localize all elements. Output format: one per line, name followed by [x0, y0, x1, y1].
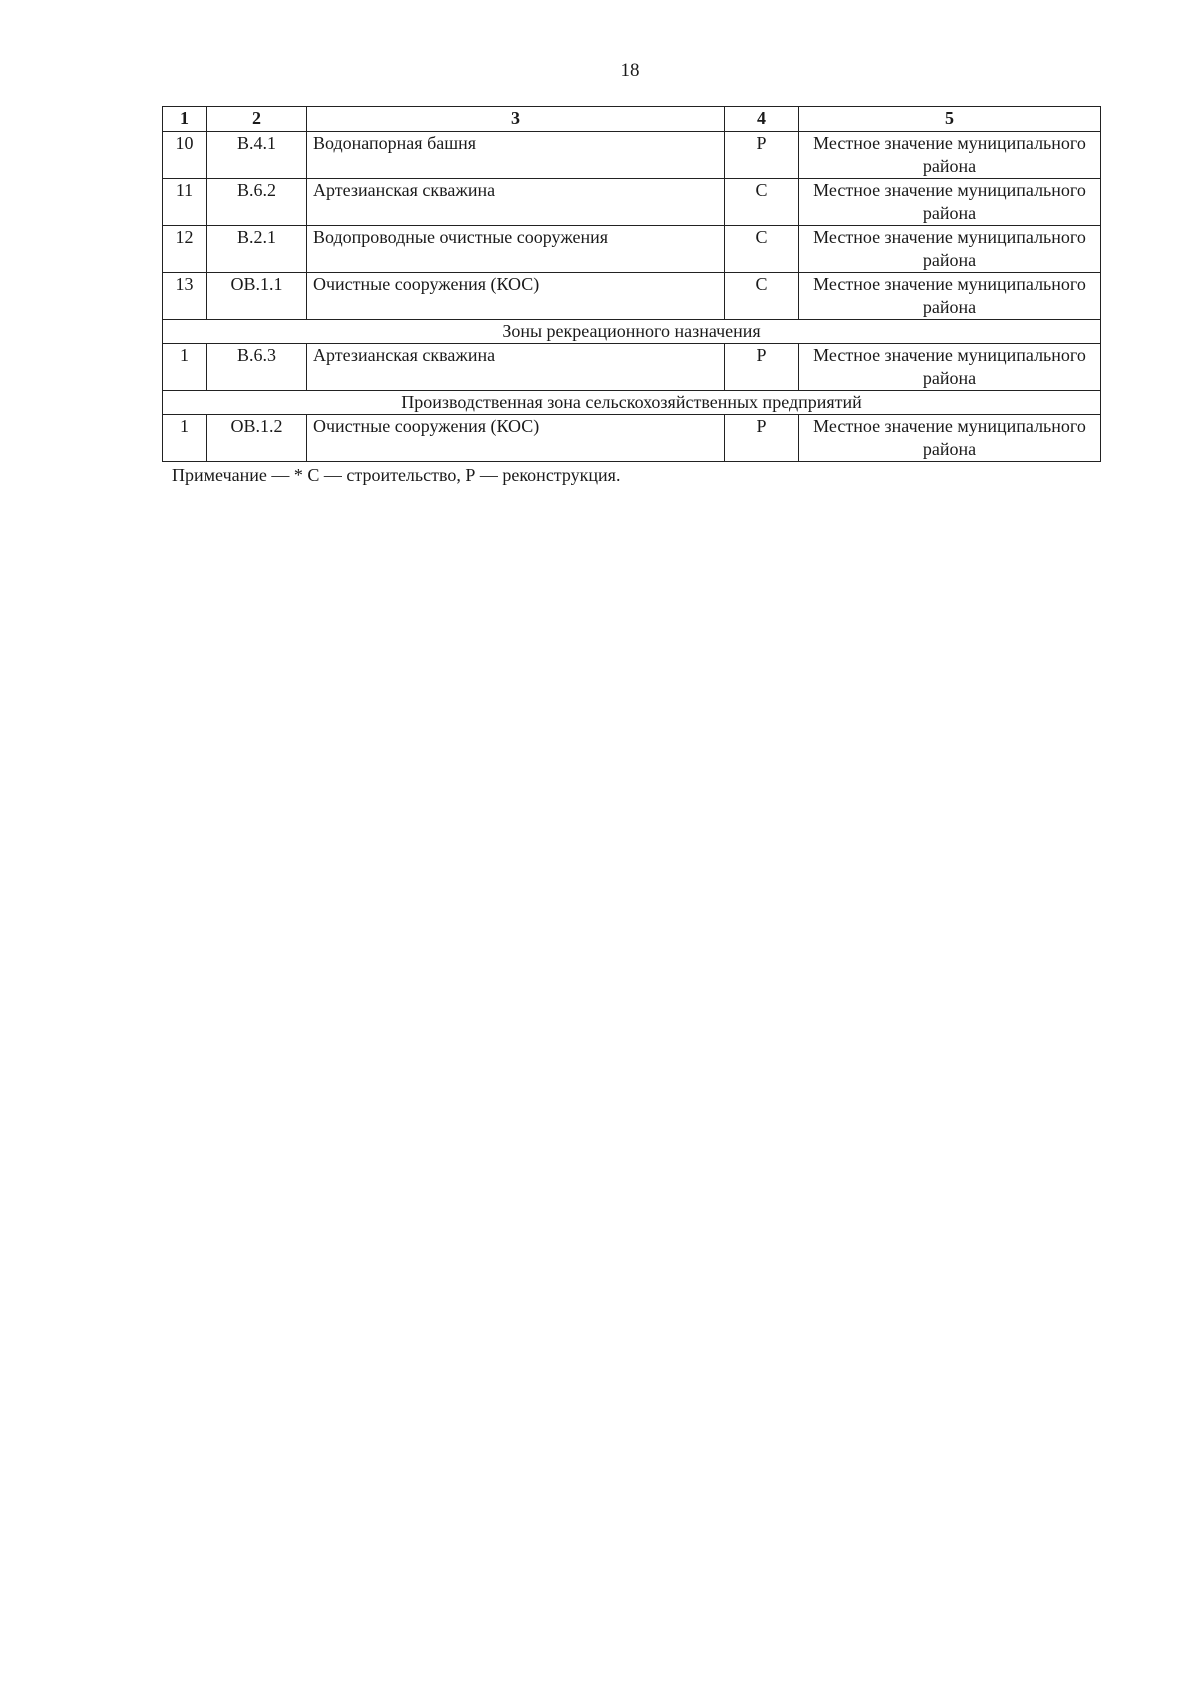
- table-row: [163, 226, 1101, 273]
- section-row: [163, 391, 1101, 415]
- significance: Местное значение муниципального района: [799, 226, 1101, 273]
- objects-table: [162, 106, 1101, 462]
- object-name: Артезианская скважина: [307, 344, 725, 391]
- significance: Местное значение муниципального района: [799, 179, 1101, 226]
- object-code: В.6.3: [207, 344, 307, 391]
- header-cell: 5: [799, 107, 1101, 132]
- work-type: Р: [725, 132, 799, 179]
- header-cell: 2: [207, 107, 307, 132]
- row-number: 11: [163, 179, 207, 226]
- row-number: 13: [163, 273, 207, 320]
- object-name: Артезианская скважина: [307, 179, 725, 226]
- significance: Местное значение муниципального района: [799, 344, 1101, 391]
- work-type: С: [725, 273, 799, 320]
- significance: Местное значение муниципального района: [799, 273, 1101, 320]
- table-row: [163, 344, 1101, 391]
- table-row: [163, 273, 1101, 320]
- object-code: В.2.1: [207, 226, 307, 273]
- section-row: [163, 320, 1101, 344]
- work-type: С: [725, 226, 799, 273]
- object-name: Очистные сооружения (КОС): [307, 415, 725, 462]
- work-type: С: [725, 179, 799, 226]
- header-cell: 1: [163, 107, 207, 132]
- row-number: 1: [163, 415, 207, 462]
- object-name: Водопроводные очистные сооружения: [307, 226, 725, 273]
- section-title: Зоны рекреационного назначения: [163, 320, 1101, 344]
- table-row: [163, 179, 1101, 226]
- object-name: Водонапорная башня: [307, 132, 725, 179]
- work-type: Р: [725, 415, 799, 462]
- row-number: 1: [163, 344, 207, 391]
- significance: Местное значение муниципального района: [799, 132, 1101, 179]
- table-note: Примечание — * С — строительство, Р — реконструкция.: [172, 465, 621, 485]
- object-code: В.6.2: [207, 179, 307, 226]
- header-cell: 4: [725, 107, 799, 132]
- work-type: Р: [725, 344, 799, 391]
- object-code: В.4.1: [207, 132, 307, 179]
- object-code: ОВ.1.1: [207, 273, 307, 320]
- header-cell: 3: [307, 107, 725, 132]
- section-title: Производственная зона сельскохозяйственных предприятий: [163, 391, 1101, 415]
- table-row: [163, 415, 1101, 462]
- object-code: ОВ.1.2: [207, 415, 307, 462]
- table-header-row: [163, 107, 1101, 132]
- table-row: [163, 132, 1101, 179]
- row-number: 12: [163, 226, 207, 273]
- page-number: 18: [620, 60, 640, 81]
- object-name: Очистные сооружения (КОС): [307, 273, 725, 320]
- significance: Местное значение муниципального района: [799, 415, 1101, 462]
- row-number: 10: [163, 132, 207, 179]
